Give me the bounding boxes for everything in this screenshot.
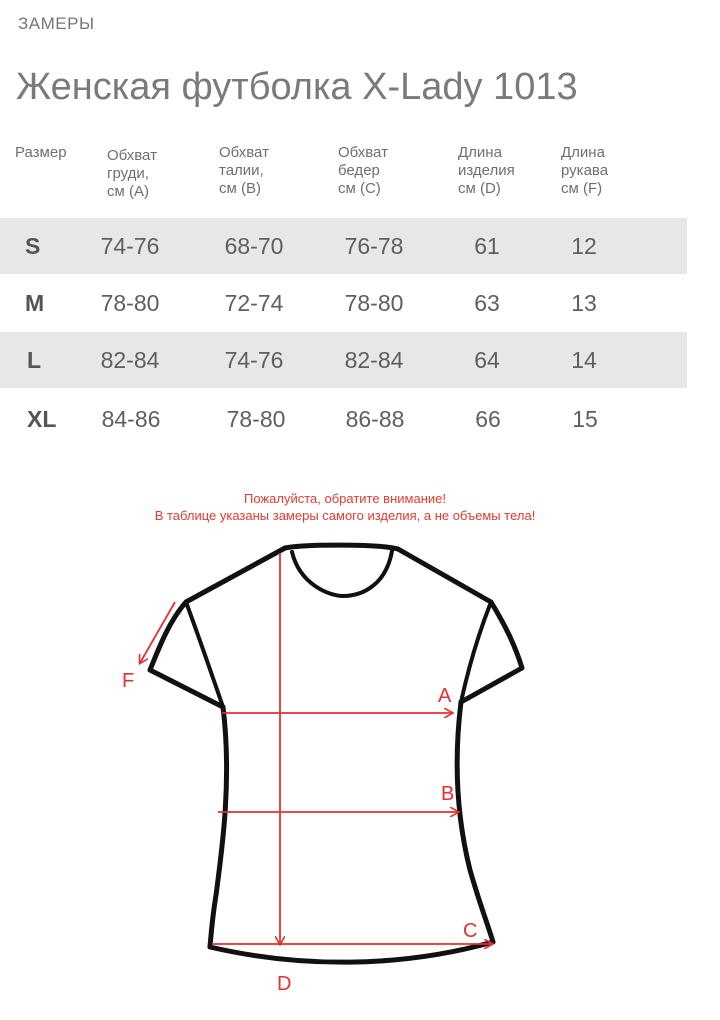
size-cell: M bbox=[25, 290, 45, 316]
notice-line-2: В таблице указаны замеры самого изделия, а не объемы тела! bbox=[154, 508, 536, 523]
waist-cell: 78-80 bbox=[226, 406, 286, 432]
label-f: F bbox=[122, 670, 135, 692]
sleeve-cell: 12 bbox=[571, 233, 597, 259]
hips-cell: 86-88 bbox=[345, 406, 405, 432]
header-hips-line: бедер bbox=[338, 162, 380, 179]
header-chest-line: Обхват bbox=[107, 147, 157, 164]
hips-cell: 82-84 bbox=[344, 347, 404, 373]
header-length-line: Длина bbox=[458, 144, 502, 161]
header-sleeve-line: Длина bbox=[561, 144, 605, 161]
right-shoulder bbox=[398, 549, 491, 602]
measurement-arrows bbox=[140, 553, 492, 944]
chest-cell: 74-76 bbox=[100, 233, 160, 259]
length-cell: 64 bbox=[474, 347, 500, 373]
label-d: D bbox=[277, 973, 292, 995]
left-sleeve bbox=[150, 602, 223, 707]
length-cell: 61 bbox=[474, 233, 500, 259]
notice-line-1: Пожалуйста, обратите внимание! bbox=[244, 491, 446, 506]
waist-cell: 74-76 bbox=[224, 347, 284, 373]
header-sleeve-line: см (F) bbox=[561, 180, 603, 197]
sleeve-cell: 14 bbox=[571, 347, 597, 373]
right-side bbox=[457, 702, 493, 942]
section-label: ЗАМЕРЫ bbox=[18, 14, 95, 33]
size-cell: S bbox=[25, 233, 41, 259]
sleeve-cell: 13 bbox=[571, 290, 597, 316]
header-hips-line: Обхват bbox=[338, 144, 388, 161]
header-size-line: Размер bbox=[15, 144, 67, 161]
label-a: A bbox=[438, 685, 452, 707]
length-cell: 63 bbox=[474, 290, 500, 316]
length-cell: 66 bbox=[475, 406, 501, 432]
right-sleeve bbox=[461, 602, 522, 702]
left-shoulder bbox=[186, 548, 285, 602]
header-sleeve-line: рукава bbox=[561, 162, 609, 179]
header-waist-line: Обхват bbox=[219, 144, 269, 161]
chest-cell: 78-80 bbox=[100, 290, 160, 316]
label-b: B bbox=[441, 783, 455, 805]
collar-inner bbox=[292, 551, 392, 596]
header-length-line: изделия bbox=[458, 162, 515, 179]
page-title: Женская футболка X-Lady 1013 bbox=[16, 66, 578, 108]
size-cell: L bbox=[27, 347, 42, 373]
waist-cell: 72-74 bbox=[224, 290, 284, 316]
header-waist-line: см (В) bbox=[219, 180, 261, 197]
header-hips-line: см (С) bbox=[338, 180, 381, 197]
chest-cell: 84-86 bbox=[101, 406, 161, 432]
tshirt-outline bbox=[150, 545, 522, 962]
header-waist-line: талии, bbox=[219, 162, 264, 179]
hem bbox=[210, 942, 493, 962]
left-side bbox=[210, 707, 227, 947]
waist-cell: 68-70 bbox=[224, 233, 284, 259]
header-chest-line: груди, bbox=[107, 165, 149, 182]
size-cell: XL bbox=[27, 406, 57, 432]
hips-cell: 78-80 bbox=[344, 290, 404, 316]
hips-cell: 76-78 bbox=[344, 233, 404, 259]
chest-cell: 82-84 bbox=[100, 347, 160, 373]
sleeve-cell: 15 bbox=[572, 406, 598, 432]
header-chest-line: см (А) bbox=[107, 183, 149, 200]
collar-outline bbox=[285, 545, 398, 549]
label-c: C bbox=[463, 920, 478, 942]
header-length-line: см (D) bbox=[458, 180, 501, 197]
